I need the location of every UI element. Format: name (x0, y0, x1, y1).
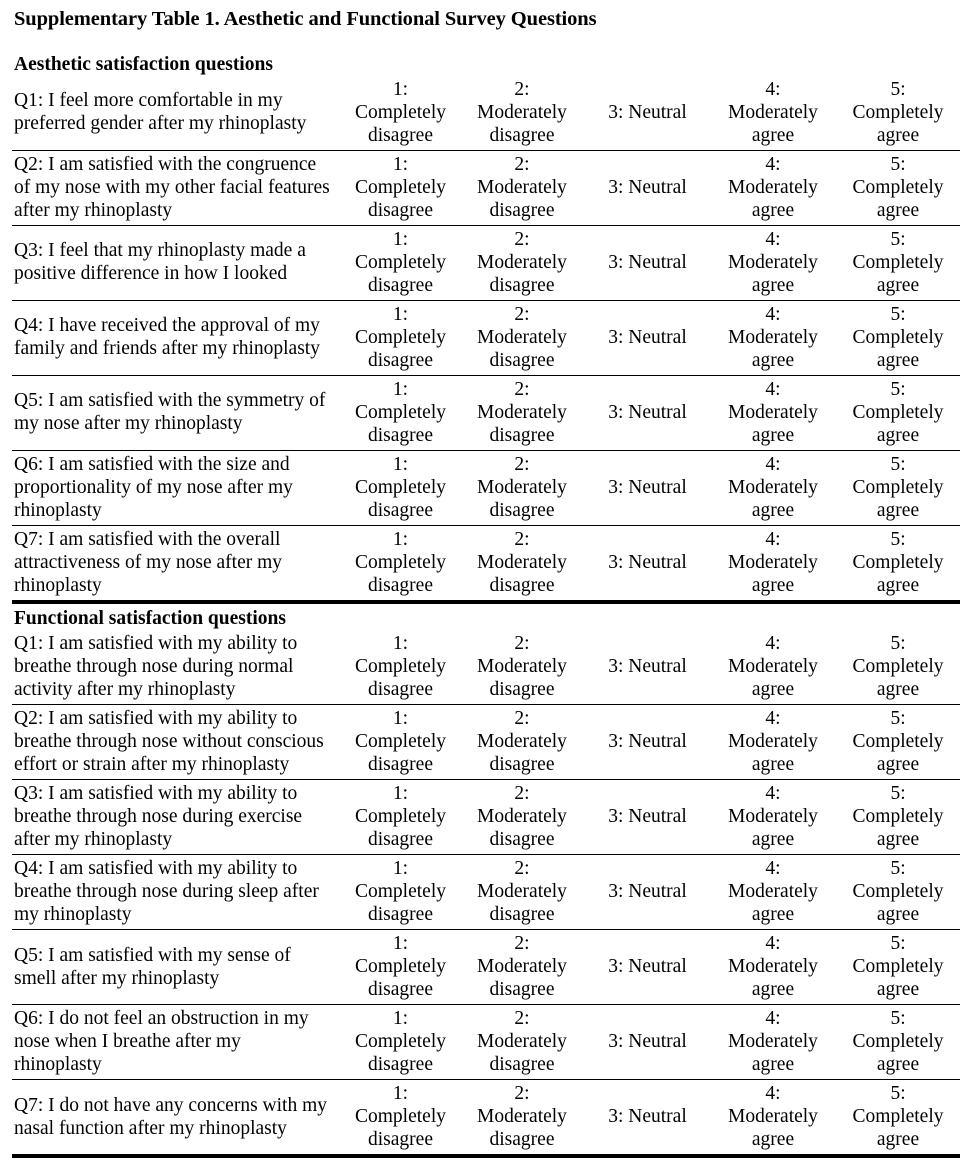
scale-option-line: 4: (765, 708, 781, 730)
scale-option-1[interactable] (342, 450, 459, 525)
scale-option-line: Moderately (728, 731, 818, 753)
scale-option-5[interactable] (836, 375, 960, 450)
scale-option-line: Moderately (728, 401, 818, 423)
scale-option-line: agree (751, 574, 795, 596)
scale-option-1[interactable] (342, 375, 459, 450)
scale-option-4[interactable] (710, 450, 836, 525)
scale-option-4[interactable] (710, 855, 836, 930)
scale-option-line: Moderately (477, 401, 567, 423)
scale-option-line: agree (876, 274, 920, 296)
question-text: Q4: I have received the approval of my family and friends after my rhinoplasty (12, 300, 342, 375)
scale-option-line: 2: (514, 153, 530, 175)
scale-option-line: Moderately (477, 176, 567, 198)
table-row (12, 1080, 960, 1157)
scale-option-line: agree (876, 424, 920, 446)
scale-option-2[interactable] (459, 225, 585, 300)
scale-option-line: Moderately (477, 476, 567, 498)
scale-option-line: 1: (392, 933, 409, 955)
scale-option-line: Moderately (728, 881, 818, 903)
scale-option-line: disagree (489, 274, 555, 296)
scale-option-5[interactable] (836, 225, 960, 300)
scale-option-1[interactable] (342, 855, 459, 930)
scale-option-line: agree (876, 979, 920, 1001)
scale-option-line: 2: (514, 528, 530, 550)
scale-option-line: 4: (765, 153, 781, 175)
scale-option-line: 1: (392, 708, 409, 730)
scale-option-line: agree (876, 904, 920, 926)
scale-option-line: disagree (368, 349, 433, 371)
table-row (12, 150, 960, 225)
scale-option-line: agree (751, 979, 795, 1001)
scale-option-line: agree (751, 199, 795, 221)
scale-option-line: 2: (514, 933, 530, 955)
scale-option-2[interactable] (459, 525, 585, 602)
scale-option-line: Completely (355, 806, 446, 828)
scale-option-5[interactable] (836, 930, 960, 1005)
scale-option-3[interactable] (585, 300, 710, 375)
scale-option-line: 4: (765, 633, 781, 655)
scale-option-line: Completely (852, 551, 944, 573)
scale-option-line: disagree (489, 574, 555, 596)
scale-option-line: disagree (489, 904, 555, 926)
scale-option-line: Completely (355, 1106, 446, 1128)
scale-option-1[interactable] (342, 1005, 459, 1080)
scale-option-line: disagree (489, 424, 555, 446)
scale-option-4[interactable] (710, 1080, 836, 1157)
scale-option-line: 1: (392, 303, 409, 325)
scale-option-line: agree (876, 199, 920, 221)
scale-option-line: agree (751, 829, 795, 851)
scale-option-2[interactable] (459, 780, 585, 855)
scale-option-line: 2: (514, 1008, 530, 1030)
scale-option-line: Completely (852, 401, 944, 423)
scale-option-line: agree (751, 679, 795, 701)
page-title: Supplementary Table 1. Aesthetic and Functional Survey Questions (14, 8, 597, 30)
scale-option-5[interactable] (836, 300, 960, 375)
scale-option-line: 5: (890, 528, 906, 550)
scale-option-line: 3: Neutral (608, 326, 687, 348)
scale-option-line: 4: (765, 78, 781, 100)
scale-option-line: Completely (852, 731, 944, 753)
scale-option-line: Moderately (728, 551, 818, 573)
scale-option-4[interactable] (710, 375, 836, 450)
scale-option-line: agree (751, 424, 795, 446)
question-text: Q4: I am satisfied with my ability to breathe through nose during sleep after my rhinoplasty (12, 855, 342, 930)
scale-option-line: Moderately (728, 1106, 818, 1128)
scale-option-line: Completely (355, 251, 446, 273)
question-text: Q5: I am satisfied with the symmetry of my nose after my rhinoplasty (12, 375, 342, 450)
table-row (12, 375, 960, 450)
table-bottom-rule-cell (12, 1156, 960, 1158)
scale-option-5[interactable] (836, 1005, 960, 1080)
scale-option-line: 1: (392, 528, 409, 550)
section-heading-row (12, 602, 960, 630)
scale-option-line: 1: (392, 783, 409, 805)
question-text: Q3: I feel that my rhinoplasty made a positive difference in how I looked (12, 225, 342, 300)
question-text: Q6: I do not feel an obstruction in my nose when I breathe after my rhinoplasty (12, 1005, 342, 1080)
table-row (12, 780, 960, 855)
scale-option-line: Moderately (728, 1031, 818, 1053)
scale-option-line: 3: Neutral (608, 476, 687, 498)
scale-option-1[interactable] (342, 780, 459, 855)
scale-option-line: 3: Neutral (608, 101, 687, 123)
scale-option-line: 1: (392, 1008, 409, 1030)
section-heading: Aesthetic satisfaction questions (14, 53, 273, 75)
scale-option-line: Completely (852, 251, 944, 273)
scale-option-line: disagree (489, 979, 555, 1001)
scale-option-line: agree (876, 574, 920, 596)
scale-option-line: Completely (852, 101, 944, 123)
scale-option-line: 1: (392, 228, 409, 250)
scale-option-line: disagree (489, 199, 555, 221)
scale-option-3[interactable] (585, 855, 710, 930)
scale-option-line: disagree (489, 1129, 555, 1151)
scale-option-line: agree (751, 1129, 795, 1151)
scale-option-line: agree (876, 349, 920, 371)
scale-option-3[interactable] (585, 150, 710, 225)
scale-option-line: agree (876, 1054, 920, 1076)
question-text: Q2: I am satisfied with my ability to breathe through nose without conscious effort or strain after my rhinoplasty (12, 705, 342, 780)
scale-option-4[interactable] (710, 525, 836, 602)
scale-option-line: Moderately (477, 326, 567, 348)
scale-option-line: agree (876, 829, 920, 851)
table-row (12, 630, 960, 705)
scale-option-line: disagree (368, 424, 433, 446)
scale-option-line: 1: (392, 453, 409, 475)
question-text: Q1: I am satisfied with my ability to breathe through nose during normal activity after my rhinoplasty (14, 633, 298, 701)
scale-option-5[interactable] (836, 76, 960, 151)
scale-option-line: Completely (852, 1031, 944, 1053)
question-text: Q7: I am satisfied with the overall attractiveness of my nose after my rhinoplasty (12, 525, 342, 602)
scale-option-4[interactable] (710, 225, 836, 300)
scale-option-line: Completely (852, 1106, 944, 1128)
scale-option-3[interactable] (585, 780, 710, 855)
scale-option-2[interactable] (459, 630, 585, 705)
scale-option-line: 4: (765, 453, 781, 475)
scale-option-3[interactable] (585, 375, 710, 450)
table-row (12, 705, 960, 780)
question-text: Q2: I am satisfied with the congruence of my nose with my other facial features after my rhinoplasty (12, 150, 342, 225)
scale-option-line: 1: (392, 78, 409, 100)
scale-option-line: Completely (355, 176, 446, 198)
scale-option-2[interactable] (459, 300, 585, 375)
scale-option-line: disagree (368, 124, 433, 146)
scale-option-line: agree (876, 1129, 920, 1151)
scale-option-line: Completely (852, 956, 944, 978)
scale-option-line: 4: (765, 783, 781, 805)
scale-option-4[interactable] (710, 780, 836, 855)
scale-option-line: 3: Neutral (608, 176, 687, 198)
scale-option-line: 5: (890, 378, 906, 400)
scale-option-line: Moderately (477, 731, 567, 753)
scale-option-line: agree (751, 349, 795, 371)
scale-option-line: agree (751, 274, 795, 296)
scale-option-line: 3: Neutral (608, 806, 687, 828)
scale-option-line: 2: (514, 303, 530, 325)
scale-option-line: disagree (489, 679, 555, 701)
scale-option-line: 5: (890, 303, 906, 325)
scale-option-5[interactable] (836, 525, 960, 602)
scale-option-3[interactable] (585, 1005, 710, 1080)
scale-option-line: 4: (765, 528, 781, 550)
scale-option-line: 3: Neutral (608, 656, 687, 678)
scale-option-line: Completely (355, 551, 446, 573)
scale-option-line: disagree (368, 574, 433, 596)
scale-option-1[interactable] (342, 630, 459, 705)
scale-option-line: 2: (514, 453, 530, 475)
scale-option-1[interactable] (342, 1080, 459, 1157)
question-text: Q3: I am satisfied with my ability to breathe through nose during exercise after my rhinoplasty (12, 780, 342, 855)
scale-option-line: 3: Neutral (608, 1106, 687, 1128)
survey-table-container (0, 50, 972, 1159)
scale-option-line: disagree (368, 274, 433, 296)
scale-option-line: agree (876, 754, 920, 776)
scale-option-line: 5: (890, 1083, 906, 1105)
scale-option-line: disagree (489, 499, 555, 521)
scale-option-line: Completely (355, 1031, 446, 1053)
scale-option-line: Completely (355, 476, 446, 498)
scale-option-line: 5: (890, 153, 906, 175)
scale-option-2[interactable] (459, 855, 585, 930)
scale-option-line: 2: (514, 708, 530, 730)
table-bottom-rule (12, 1156, 960, 1158)
scale-option-line: disagree (489, 124, 555, 146)
scale-option-line: agree (876, 124, 920, 146)
scale-option-line: 4: (765, 858, 781, 880)
scale-option-4[interactable] (710, 705, 836, 780)
scale-option-line: 3: Neutral (608, 251, 687, 273)
scale-option-line: agree (751, 904, 795, 926)
scale-option-2[interactable] (459, 1080, 585, 1157)
scale-option-1[interactable] (342, 150, 459, 225)
scale-option-2[interactable] (459, 375, 585, 450)
scale-option-line: agree (751, 1054, 795, 1076)
scale-option-line: 4: (765, 1083, 781, 1105)
scale-option-line: agree (751, 124, 795, 146)
survey-table (12, 50, 960, 1159)
scale-option-line: Completely (852, 176, 944, 198)
scale-option-5[interactable] (836, 705, 960, 780)
scale-option-4[interactable] (710, 630, 836, 705)
scale-option-line: 4: (765, 933, 781, 955)
scale-option-3[interactable] (585, 930, 710, 1005)
scale-option-line: agree (751, 499, 795, 521)
scale-option-line: disagree (368, 904, 433, 926)
scale-option-line: Moderately (728, 101, 818, 123)
scale-option-line: disagree (489, 1054, 555, 1076)
scale-option-1[interactable] (342, 705, 459, 780)
scale-option-line: Completely (355, 656, 446, 678)
scale-option-line: disagree (368, 499, 433, 521)
scale-option-line: Moderately (477, 551, 567, 573)
scale-option-3[interactable] (585, 450, 710, 525)
scale-option-line: Completely (355, 326, 446, 348)
scale-option-3[interactable] (585, 76, 710, 151)
scale-option-line: Completely (852, 656, 944, 678)
section-heading: Functional satisfaction questions (12, 602, 960, 630)
scale-option-line: 2: (514, 633, 530, 655)
scale-option-line: disagree (368, 199, 433, 221)
scale-option-line: disagree (368, 679, 433, 701)
scale-option-line: 4: (765, 1008, 781, 1030)
scale-option-line: Moderately (728, 251, 818, 273)
scale-option-line: Moderately (477, 656, 567, 678)
scale-option-line: disagree (368, 1129, 433, 1151)
scale-option-line: disagree (489, 754, 555, 776)
scale-option-4[interactable] (710, 150, 836, 225)
scale-option-line: agree (751, 754, 795, 776)
scale-option-line: disagree (368, 829, 433, 851)
scale-option-line: Completely (852, 476, 944, 498)
scale-option-line: Moderately (728, 806, 818, 828)
scale-option-line: Moderately (477, 251, 567, 273)
scale-option-line: 3: Neutral (608, 956, 687, 978)
scale-option-line: Completely (852, 326, 944, 348)
scale-option-line: Moderately (728, 956, 818, 978)
scale-option-3[interactable] (585, 525, 710, 602)
question-text: Q5: I am satisfied with my sense of smell after my rhinoplasty (12, 930, 342, 1005)
scale-option-line: Moderately (728, 656, 818, 678)
scale-option-3[interactable] (585, 225, 710, 300)
scale-option-5[interactable] (836, 630, 960, 705)
scale-option-5[interactable] (836, 855, 960, 930)
scale-option-line: 5: (890, 228, 906, 250)
scale-option-5[interactable] (836, 150, 960, 225)
scale-option-line: 2: (514, 228, 530, 250)
scale-option-line: Moderately (477, 1106, 567, 1128)
scale-option-2[interactable] (459, 450, 585, 525)
table-row (12, 300, 960, 375)
scale-option-line: Moderately (728, 176, 818, 198)
scale-option-line: agree (876, 679, 920, 701)
scale-option-4[interactable] (710, 930, 836, 1005)
scale-option-2[interactable] (459, 150, 585, 225)
table-row (12, 450, 960, 525)
scale-option-1[interactable] (342, 525, 459, 602)
table-row (12, 1005, 960, 1080)
scale-option-line: Completely (355, 731, 446, 753)
scale-option-1[interactable] (342, 300, 459, 375)
scale-option-line: agree (876, 499, 920, 521)
scale-option-line: Completely (355, 401, 446, 423)
scale-option-line: 5: (890, 453, 906, 475)
scale-option-line: 1: (392, 1083, 409, 1105)
scale-option-4[interactable] (710, 1005, 836, 1080)
scale-option-2[interactable] (459, 76, 585, 151)
scale-option-2[interactable] (459, 705, 585, 780)
scale-option-line: Completely (355, 101, 446, 123)
section-heading-row (12, 50, 960, 76)
scale-option-line: Completely (355, 956, 446, 978)
question-text: Q6: I am satisfied with the size and proportionality of my nose after my rhinoplasty (12, 450, 342, 525)
scale-option-line: disagree (489, 829, 555, 851)
scale-option-line: disagree (368, 754, 433, 776)
question-text: Q7: I do not have any concerns with my nasal function after my rhinoplasty (12, 1080, 342, 1157)
scale-option-line: Completely (852, 806, 944, 828)
scale-option-3[interactable] (585, 630, 710, 705)
scale-option-line: Moderately (477, 101, 567, 123)
scale-option-line: 3: Neutral (608, 881, 687, 903)
scale-option-line: 5: (890, 933, 906, 955)
scale-option-3[interactable] (585, 705, 710, 780)
scale-option-4[interactable] (710, 300, 836, 375)
table-row (12, 855, 960, 930)
scale-option-line: Completely (852, 881, 944, 903)
scale-option-1[interactable] (342, 930, 459, 1005)
scale-option-line: 5: (890, 1008, 906, 1030)
scale-option-line: 1: (392, 633, 409, 655)
table-row (12, 76, 960, 151)
table-row (12, 225, 960, 300)
scale-option-line: 3: Neutral (608, 731, 687, 753)
scale-option-line: 5: (890, 783, 906, 805)
scale-option-3[interactable] (585, 1080, 710, 1157)
scale-option-line: 2: (514, 378, 530, 400)
scale-option-4[interactable] (710, 76, 836, 151)
scale-option-line: Completely (355, 881, 446, 903)
scale-option-line: 4: (765, 303, 781, 325)
scale-option-line: Moderately (477, 956, 567, 978)
scale-option-line: Moderately (477, 1031, 567, 1053)
scale-option-line: disagree (368, 979, 433, 1001)
scale-option-1[interactable] (342, 76, 459, 151)
scale-option-line: 1: (392, 378, 409, 400)
scale-option-line: 1: (392, 858, 409, 880)
table-row (12, 930, 960, 1005)
scale-option-line: 3: Neutral (608, 551, 687, 573)
scale-option-line: Moderately (477, 806, 567, 828)
scale-option-1[interactable] (342, 225, 459, 300)
scale-option-2[interactable] (459, 930, 585, 1005)
scale-option-line: 1: (392, 153, 409, 175)
scale-option-5[interactable] (836, 780, 960, 855)
scale-option-line: 2: (514, 1083, 530, 1105)
table-row (12, 525, 960, 602)
scale-option-line: 4: (765, 228, 781, 250)
scale-option-2[interactable] (459, 1005, 585, 1080)
scale-option-line: disagree (489, 349, 555, 371)
scale-option-line: 4: (765, 378, 781, 400)
question-text: Q1: I feel more comfortable in my preferred gender after my rhinoplasty (14, 90, 307, 135)
scale-option-line: Moderately (728, 476, 818, 498)
scale-option-line: 5: (890, 633, 906, 655)
scale-option-line: 5: (890, 708, 906, 730)
scale-option-line: 2: (514, 858, 530, 880)
scale-option-line: Moderately (728, 326, 818, 348)
scale-option-line: 3: Neutral (608, 401, 687, 423)
scale-option-line: 3: Neutral (608, 1031, 687, 1053)
scale-option-5[interactable] (836, 1080, 960, 1157)
scale-option-line: 5: (890, 78, 906, 100)
scale-option-line: Moderately (477, 881, 567, 903)
scale-option-line: 2: (514, 783, 530, 805)
scale-option-line: disagree (368, 1054, 433, 1076)
scale-option-line: 5: (890, 858, 906, 880)
scale-option-line: 2: (514, 78, 530, 100)
scale-option-5[interactable] (836, 450, 960, 525)
